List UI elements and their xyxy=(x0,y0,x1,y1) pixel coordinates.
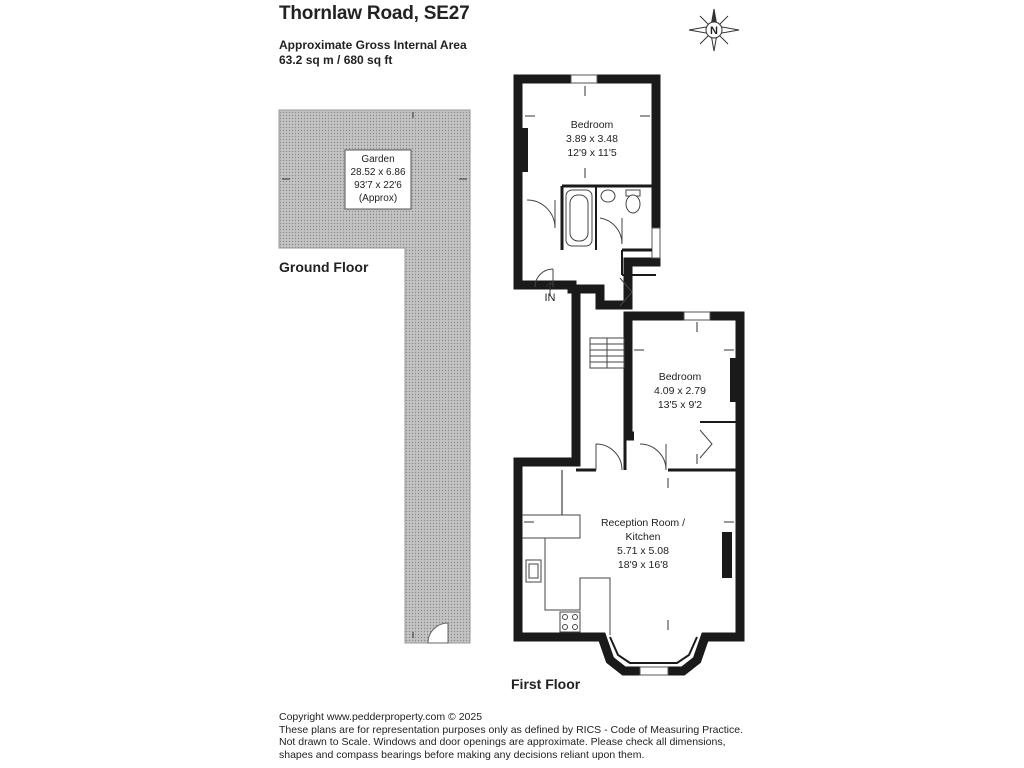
reception-name-line1: Reception Room / xyxy=(600,517,686,529)
bedroom1-imperial: 12'9 x 11'5 xyxy=(567,147,617,159)
kitchen-fittings xyxy=(522,515,610,635)
bedroom2-metric: 4.09 x 2.79 xyxy=(654,385,706,397)
bathroom-fittings xyxy=(566,190,640,246)
toilet xyxy=(626,195,640,213)
bedroom1-name: Bedroom xyxy=(570,119,614,131)
garden-note: (Approx) xyxy=(358,193,398,204)
area-value: 63.2 sq m / 680 sq ft xyxy=(279,53,393,67)
bedroom1-metric: 3.89 x 3.48 xyxy=(566,133,618,145)
compass-icon xyxy=(688,8,740,52)
garden-imperial: 93'7 x 22'6 xyxy=(354,180,402,191)
footer-copyright: Copyright www.pedderproperty.com © 2025 xyxy=(279,711,483,723)
first-floor-label: First Floor xyxy=(511,676,581,692)
footer-disclaimer xyxy=(279,711,749,761)
ground-floor-label: Ground Floor xyxy=(279,259,369,275)
bedroom2-name: Bedroom xyxy=(658,371,702,383)
kitchen-sink xyxy=(526,560,541,582)
entrance-label: IN xyxy=(544,292,556,304)
reception-name-line2: Kitchen xyxy=(625,531,661,543)
footer-line-3: Not drawn to Scale. Windows and door openings are approximate. Please check all dimensions, xyxy=(279,736,726,748)
garden-area xyxy=(279,110,470,643)
bedroom2-imperial: 13'5 x 9'2 xyxy=(657,399,703,411)
doors xyxy=(527,200,712,470)
staircase xyxy=(590,338,624,368)
basin xyxy=(601,190,615,202)
area-heading: Approximate Gross Internal Area xyxy=(279,38,467,52)
garden-metric: 28.52 x 6.86 xyxy=(350,167,406,178)
footer-line-4: shapes and compass bearings before making any decisions reliant upon them. xyxy=(279,748,645,761)
compass-letter: N xyxy=(710,25,718,37)
footer-line-2: These plans are for representation purposes only as defined by RICS - Code of Measuring Practice. xyxy=(279,723,743,736)
garden-name: Garden xyxy=(361,154,395,165)
reception-imperial: 18'9 x 16'8 xyxy=(617,559,669,571)
plan-title: Thornlaw Road, SE27 xyxy=(279,3,470,24)
reception-metric: 5.71 x 5.08 xyxy=(617,545,669,557)
first-floor-walls xyxy=(518,79,740,671)
